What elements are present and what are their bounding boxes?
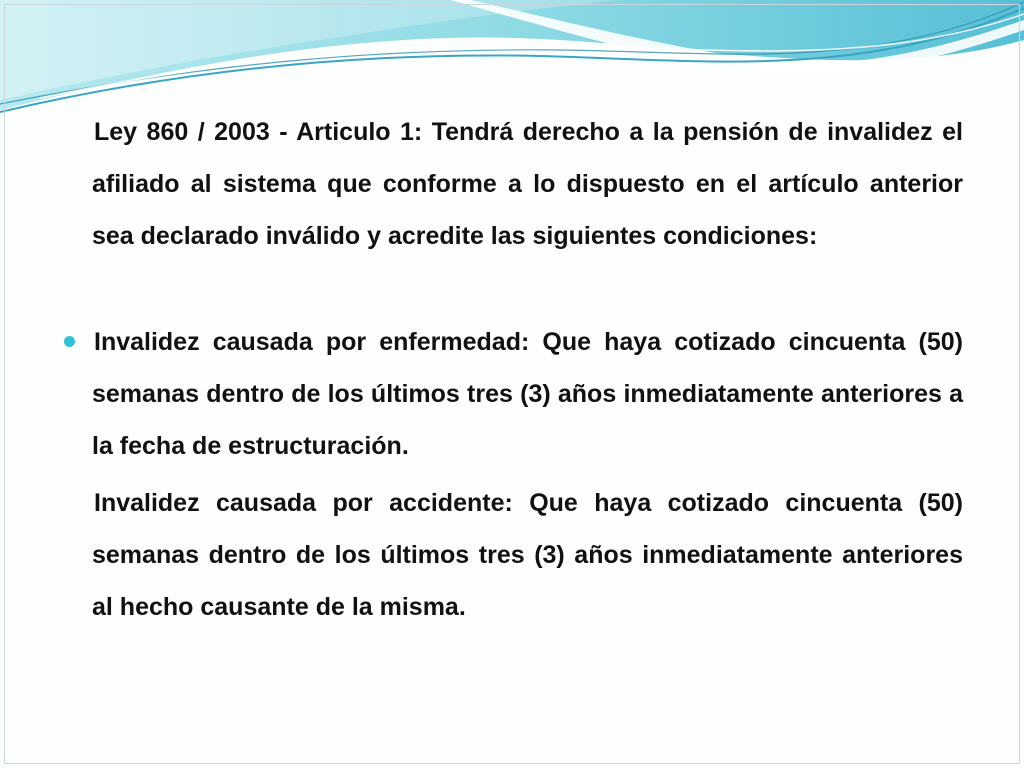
- paragraph-illness-condition: Invalidez causada por enfermedad: Que haya cotizado cincuenta (50) semanas dentro de los últimos tres (3) años inmediatamente anteriores a la fecha de estructuración.: [92, 328, 963, 460]
- bullet-icon: [64, 336, 75, 347]
- paragraph-law-article: Ley 860 / 2003 - Articulo 1: Tendrá derecho a la pensión de invalidez el afiliado al sistema que conforme a lo dispuesto en el artículo anterior sea declarado inválido y acredite las siguientes condiciones:: [92, 118, 963, 250]
- paragraph-accident-condition: Invalidez causada por accidente: Que haya cotizado cincuenta (50) semanas dentro de los últimos tres (3) años inmediatamente anteriores al hecho causante de la misma.: [92, 489, 963, 621]
